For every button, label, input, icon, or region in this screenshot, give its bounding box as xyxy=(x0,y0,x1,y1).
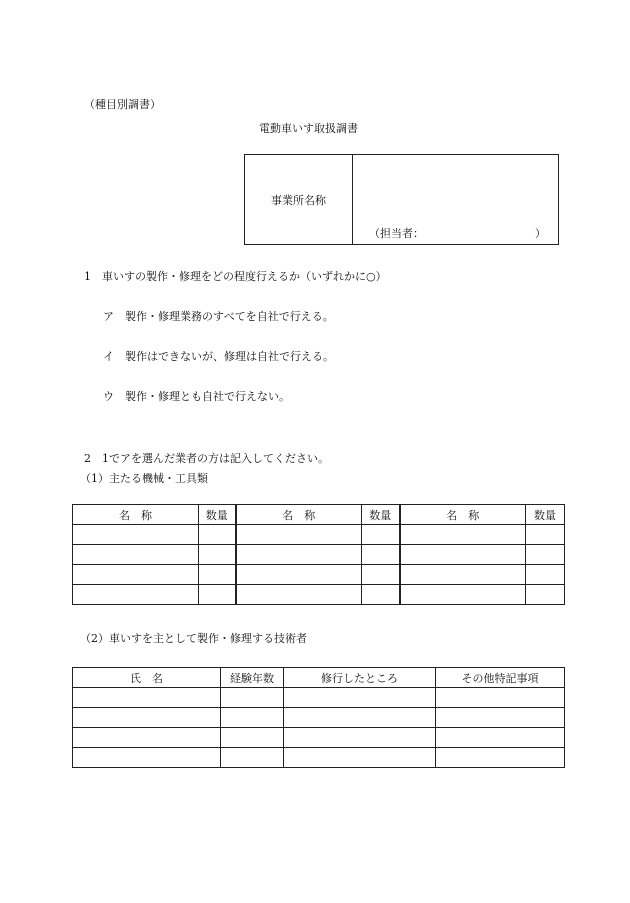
technician-cell[interactable] xyxy=(221,748,284,768)
technician-header-training: 修行したところ xyxy=(284,668,436,688)
equipment-cell[interactable] xyxy=(362,525,400,545)
equipment-cell[interactable] xyxy=(526,585,565,605)
technician-cell[interactable] xyxy=(73,708,221,728)
page-title: 電動車いす取扱調書 xyxy=(259,122,358,135)
technician-cell[interactable] xyxy=(221,708,284,728)
technician-cell[interactable] xyxy=(73,728,221,748)
table-row xyxy=(73,565,565,585)
office-name-field[interactable] xyxy=(353,155,558,221)
equipment-cell[interactable] xyxy=(236,525,362,545)
equipment-cell[interactable] xyxy=(400,525,526,545)
technician-table xyxy=(72,667,565,768)
equipment-cell[interactable] xyxy=(236,565,362,585)
equipment-cell[interactable] xyxy=(526,565,565,585)
technician-cell[interactable] xyxy=(284,748,436,768)
technician-cell[interactable] xyxy=(284,688,436,708)
technician-cell[interactable] xyxy=(436,708,565,728)
equipment-cell[interactable] xyxy=(73,585,199,605)
equipment-cell[interactable] xyxy=(73,565,199,585)
technician-cell[interactable] xyxy=(284,708,436,728)
option-u[interactable]: ウ 製作・修理とも自社で行えない。 xyxy=(103,390,290,403)
equipment-cell[interactable] xyxy=(199,525,236,545)
equipment-cell[interactable] xyxy=(400,545,526,565)
equipment-cell[interactable] xyxy=(400,585,526,605)
technician-cell[interactable] xyxy=(73,748,221,768)
equipment-header-qty-2: 数量 xyxy=(362,505,400,525)
technician-section-title: （2）車いすを主として製作・修理する技術者 xyxy=(80,632,307,645)
office-info-box xyxy=(244,154,559,245)
table-row xyxy=(73,728,565,748)
question-2-heading: 2 1でアを選んだ業者の方は記入してください。 xyxy=(84,452,329,465)
equipment-cell[interactable] xyxy=(236,545,362,565)
equipment-cell[interactable] xyxy=(362,565,400,585)
equipment-cell[interactable] xyxy=(199,585,236,605)
office-name-label: 事業所名称 xyxy=(245,155,353,244)
option-i[interactable]: イ 製作はできないが、修理は自社で行える。 xyxy=(103,350,334,363)
equipment-cell[interactable] xyxy=(400,565,526,585)
equipment-cell[interactable] xyxy=(526,525,565,545)
equipment-section-title: （1）主たる機械・工具類 xyxy=(80,472,208,485)
equipment-cell[interactable] xyxy=(362,545,400,565)
table-row xyxy=(73,688,565,708)
table-row xyxy=(73,545,565,565)
option-a[interactable]: ア 製作・修理業務のすべてを自社で行える。 xyxy=(103,310,334,323)
technician-cell[interactable] xyxy=(436,748,565,768)
contact-person-suffix: ） xyxy=(535,227,546,240)
technician-header-name: 氏 名 xyxy=(73,668,221,688)
table-row xyxy=(73,585,565,605)
question-1-heading: 1 車いすの製作・修理をどの程度行えるか（いずれかに○） xyxy=(84,270,387,283)
equipment-cell[interactable] xyxy=(199,565,236,585)
contact-person-prefix: （担当者： xyxy=(369,227,424,240)
technician-header-years: 経験年数 xyxy=(221,668,284,688)
equipment-header-name-2: 名 称 xyxy=(236,505,362,525)
equipment-cell[interactable] xyxy=(362,585,400,605)
technician-cell[interactable] xyxy=(221,728,284,748)
technician-cell[interactable] xyxy=(73,688,221,708)
equipment-cell[interactable] xyxy=(199,545,236,565)
technician-cell[interactable] xyxy=(284,728,436,748)
document-label: （種目別調書） xyxy=(84,98,161,111)
equipment-header-name-1: 名 称 xyxy=(73,505,199,525)
table-row xyxy=(73,748,565,768)
table-row xyxy=(73,708,565,728)
equipment-header-qty-1: 数量 xyxy=(199,505,236,525)
technician-cell[interactable] xyxy=(221,688,284,708)
equipment-cell[interactable] xyxy=(236,585,362,605)
equipment-table xyxy=(72,504,565,605)
equipment-header-name-3: 名 称 xyxy=(400,505,526,525)
equipment-cell[interactable] xyxy=(526,545,565,565)
equipment-header-qty-3: 数量 xyxy=(526,505,565,525)
equipment-cell[interactable] xyxy=(73,545,199,565)
equipment-cell[interactable] xyxy=(73,525,199,545)
table-row xyxy=(73,525,565,545)
technician-cell[interactable] xyxy=(436,728,565,748)
technician-header-notes: その他特記事項 xyxy=(436,668,565,688)
technician-cell[interactable] xyxy=(436,688,565,708)
